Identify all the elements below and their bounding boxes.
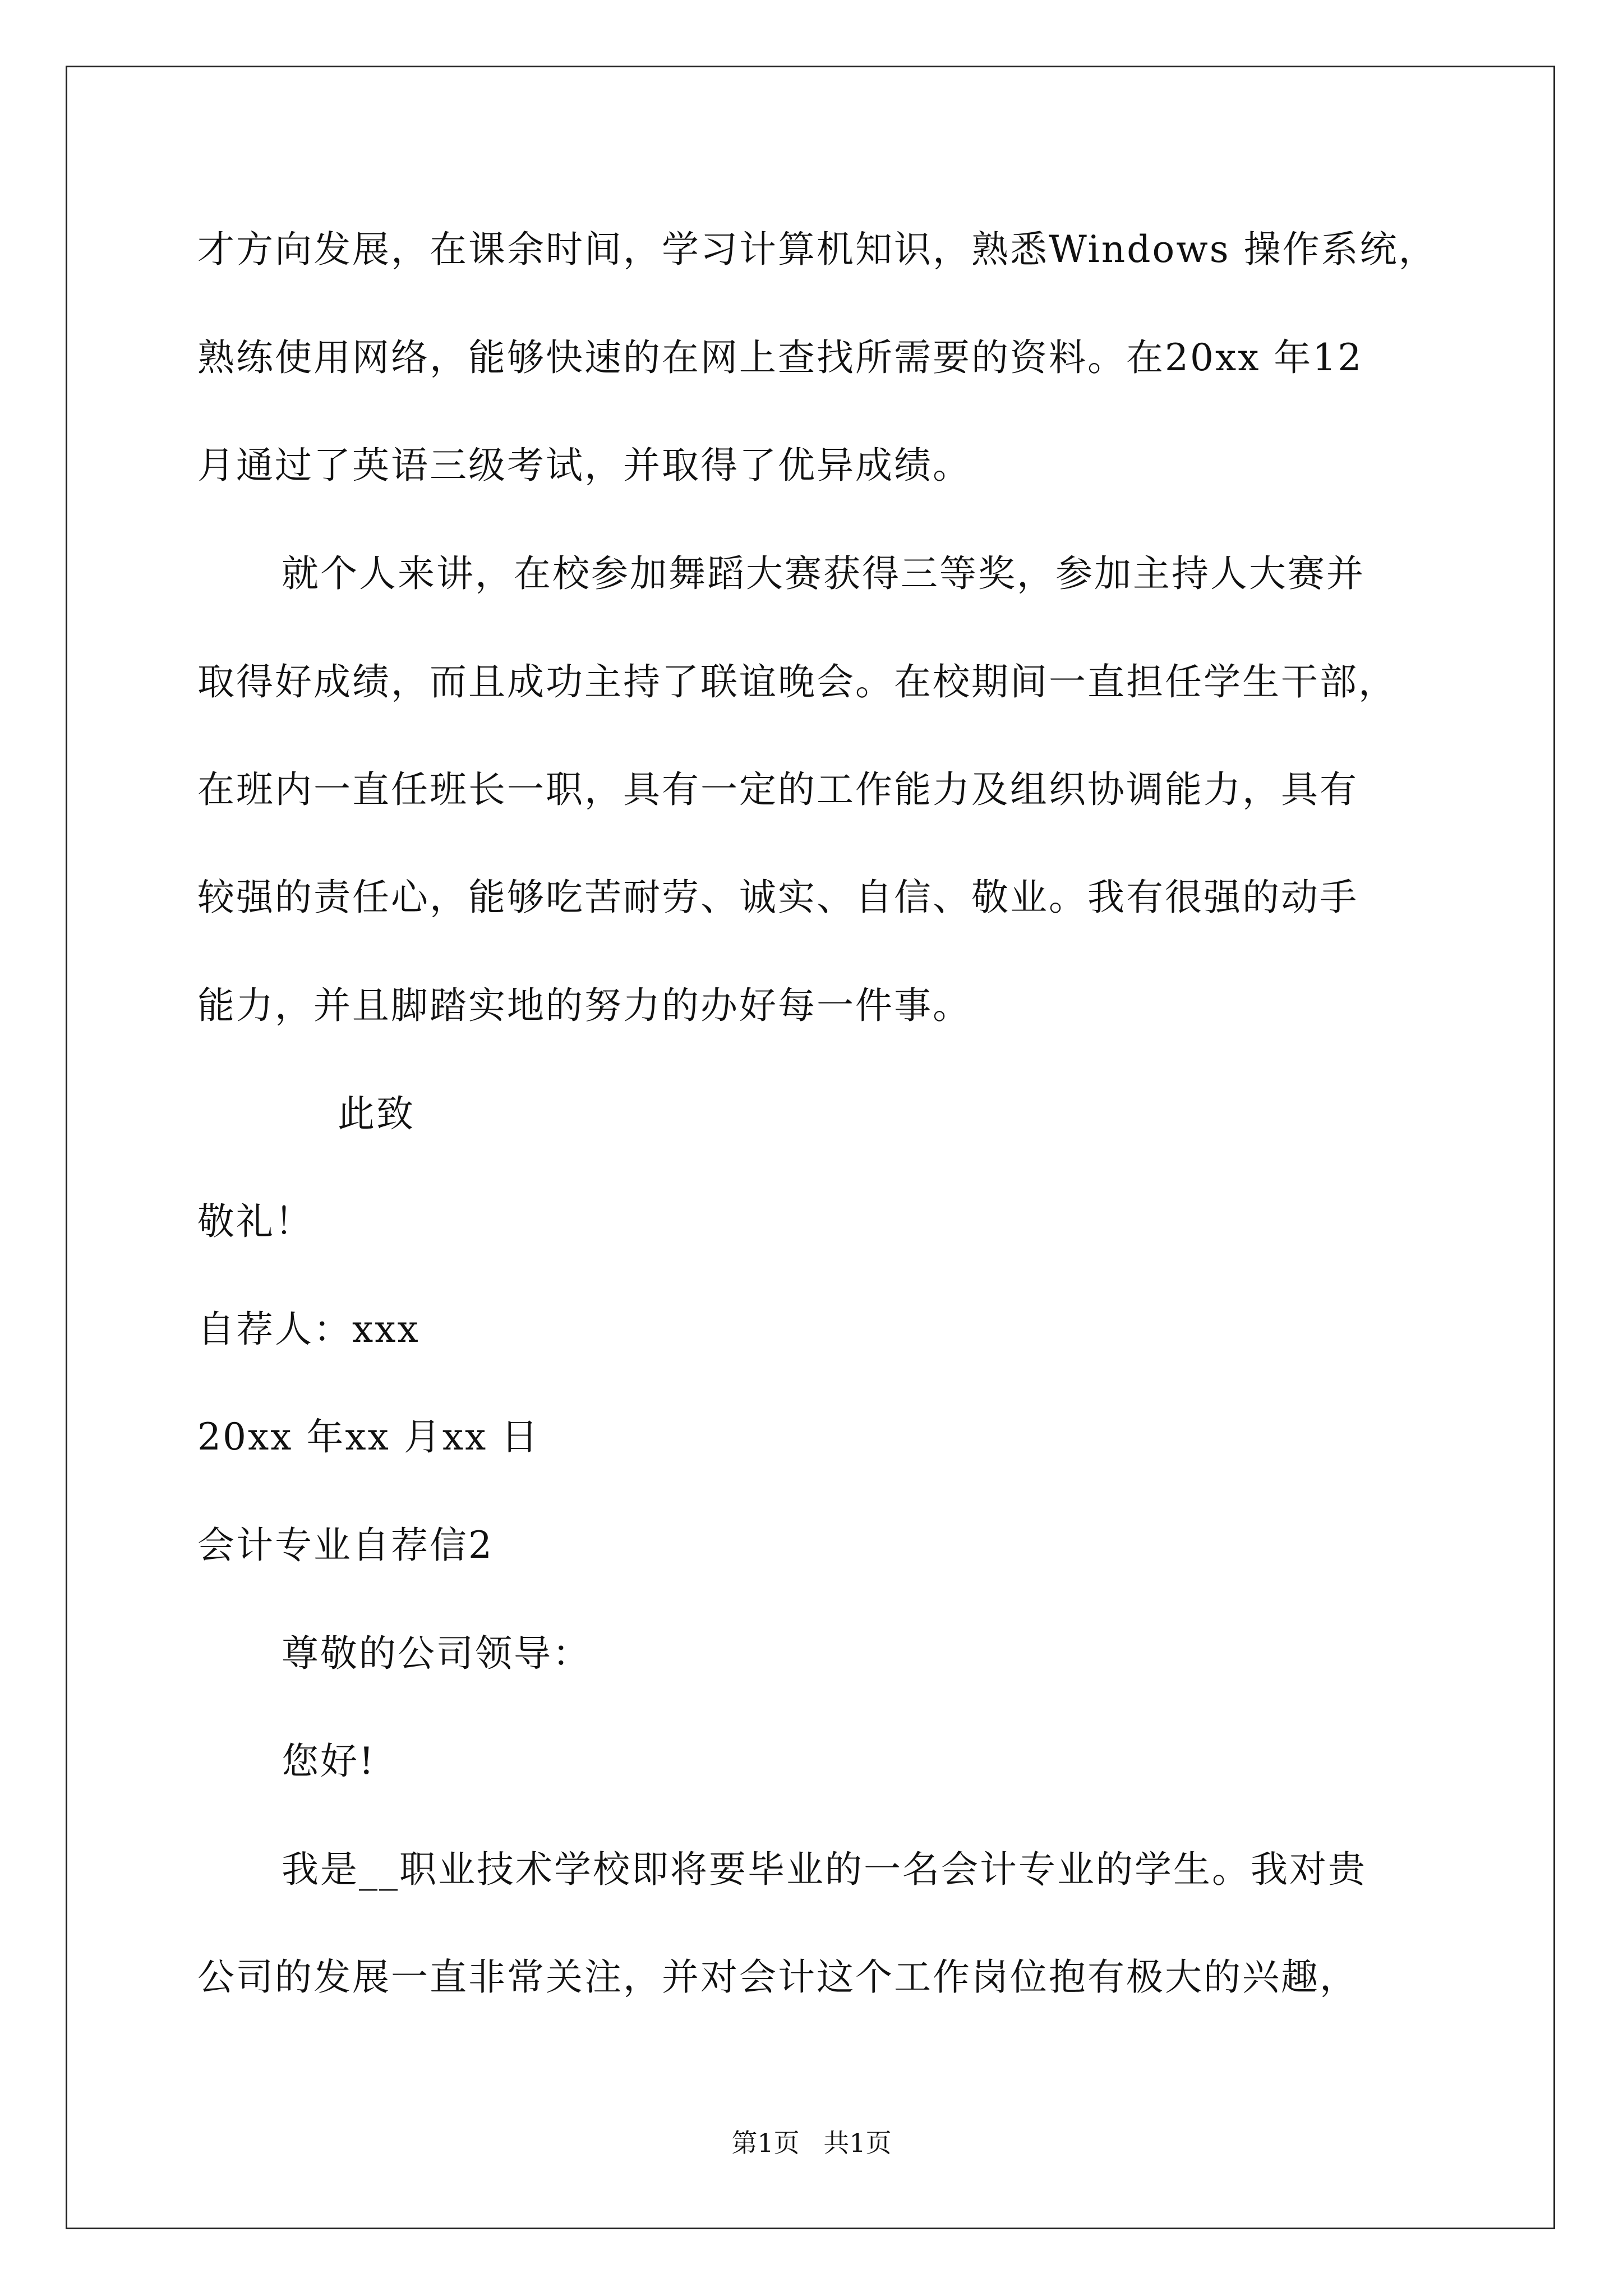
page-number-current: 第1页 [731, 2128, 800, 2158]
paragraph-line-16: 我是__职业技术学校即将要毕业的一名会计专业的学生。我对贵 [282, 1848, 1367, 1891]
closing-salutation: 此致 [338, 1092, 415, 1135]
date-line: 20xx 年xx 月xx 日 [197, 1415, 540, 1458]
page-border [66, 66, 1555, 2229]
hello-line: 您好! [282, 1740, 376, 1783]
paragraph-line-17: 公司的发展一直非常关注，并对会计这个工作岗位抱有极大的兴趣， [197, 1955, 1358, 1999]
paragraph-line-5: 取得好成绩，而且成功主持了联谊晚会。在校期间一直担任学生干部， [197, 660, 1397, 703]
page-footer [0, 2127, 1623, 2159]
paragraph-line-6: 在班内一直任班长一职，具有一定的工作能力及组织协调能力，具有 [197, 768, 1358, 811]
closing-regards: 敬礼！ [197, 1200, 313, 1243]
section-title: 会计专业自荐信2 [197, 1524, 494, 1567]
paragraph-line-4: 就个人来讲，在校参加舞蹈大赛获得三等奖，参加主持人大赛并 [282, 552, 1365, 595]
signature-line: 自荐人：xxx [197, 1308, 420, 1351]
paragraph-line-7: 较强的责任心，能够吃苦耐劳、诚实、自信、敬业。我有很强的动手 [197, 876, 1358, 919]
paragraph-line-3: 月通过了英语三级考试，并取得了优异成绩。 [197, 444, 971, 487]
paragraph-line-8: 能力，并且脚踏实地的努力的办好每一件事。 [197, 984, 971, 1027]
paragraph-line-2: 熟练使用网络，能够快速的在网上查找所需要的资料。在20xx 年12 [197, 336, 1363, 379]
greeting: 尊敬的公司领导： [282, 1632, 591, 1675]
page-number-total: 共1页 [823, 2128, 892, 2158]
paragraph-line-1: 才方向发展，在课余时间，学习计算机知识，熟悉Windows 操作系统， [197, 228, 1437, 271]
